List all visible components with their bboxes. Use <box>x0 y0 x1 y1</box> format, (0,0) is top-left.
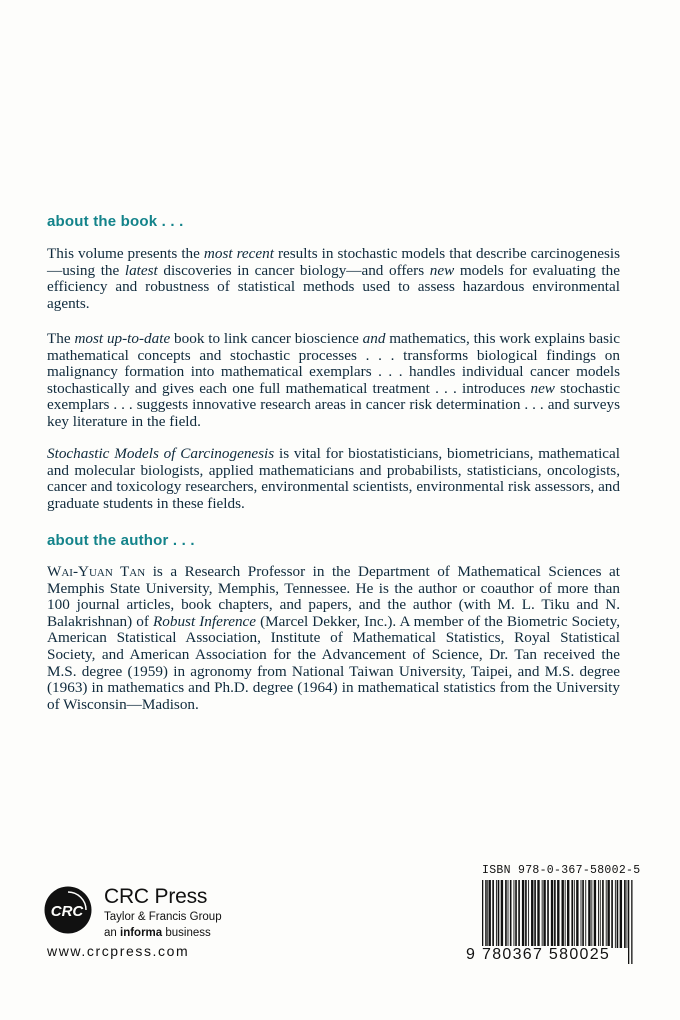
barcode-bar <box>543 880 545 948</box>
barcode-bar <box>585 880 586 948</box>
barcode-bar <box>505 880 507 948</box>
barcode-bar <box>515 880 517 948</box>
barcode-bar <box>571 880 573 948</box>
barcode-bar <box>565 880 566 948</box>
about-book-heading: about the book . . . <box>47 213 184 230</box>
barcode-bar <box>600 880 601 948</box>
barcode-bar <box>547 880 549 948</box>
barcode-bar <box>598 880 599 948</box>
barcode-lead-digit: 9 <box>466 946 475 963</box>
about-author-heading: about the author . . . <box>47 532 195 549</box>
barcode-bar <box>487 880 488 948</box>
barcode-bar <box>617 880 619 948</box>
barcode-digits: 780367 580025 <box>482 946 611 963</box>
barcode-bar <box>581 880 582 948</box>
publisher-group: Taylor & Francis Group <box>104 911 222 923</box>
barcode-bar <box>582 880 584 948</box>
book-paragraph-3: Stochastic Models of Carcinogenesis is vital for biostatisticians, biometricians, mathematical and molecular biologists, applied mathematicians and probabilists, statisticians, oncologists, cancer and toxicology researchers, environmental scientists, environmental risk assessors, and graduate students in these fields. <box>47 445 620 512</box>
barcode-bar <box>551 880 553 948</box>
barcode-bar <box>591 880 592 948</box>
crc-press-logo <box>44 886 92 934</box>
barcode-bar <box>534 880 536 948</box>
barcode-bar <box>620 880 622 948</box>
barcode-bar <box>574 880 575 948</box>
barcode-bar <box>514 880 515 948</box>
barcode-bar <box>624 880 626 948</box>
publisher-name: CRC Press <box>104 885 208 908</box>
barcode-bar <box>496 880 497 948</box>
barcode-bar <box>606 880 607 948</box>
barcode-bar <box>518 880 520 948</box>
barcode-bar <box>611 880 613 948</box>
publisher-business: an informa business <box>104 927 211 939</box>
barcode-bar <box>498 880 500 948</box>
book-paragraph-1: This volume presents the most recent results in stochastic models that describe carcinogenesis—using the latest discoveries in cancer biology—and offers new models for evaluating the efficiency and robustness of statistical methods used to assess hazardous environmental agents. <box>47 245 620 312</box>
barcode-bar <box>627 880 628 948</box>
barcode-bar <box>615 880 616 948</box>
barcode-bar <box>531 880 533 948</box>
barcode-bar <box>631 880 632 964</box>
barcode-bar <box>588 880 590 948</box>
barcode-bar <box>557 880 559 948</box>
barcode-bar <box>508 880 509 948</box>
barcode-bar <box>501 880 503 948</box>
barcode-bar <box>607 880 609 948</box>
logo-text: CRC <box>50 903 84 920</box>
barcode-bar <box>522 880 524 948</box>
barcode-bar <box>594 880 596 948</box>
isbn-label: ISBN 978-0-367-58002-5 <box>482 864 641 877</box>
barcode-bar <box>542 880 543 948</box>
book-paragraph-2: The most up-to-date book to link cancer bioscience and mathematics, this work explains basic mathematical concepts and stochastic processes . . . transforms biological findings on malignancy formation into mathematical exemplars . . . handles individual cancer models stochastically and gives each one full mathematical treatment . . . introduces new stochastic exemplars . . . suggests innovative research areas in cancer risk determination . . . and surveys key literature in the field. <box>47 330 621 430</box>
barcode-bar <box>576 880 578 948</box>
barcode-bar <box>528 880 529 948</box>
barcode-bar <box>525 880 527 948</box>
publisher-url[interactable]: www.crcpress.com <box>47 943 190 959</box>
barcode-bar <box>537 880 539 948</box>
barcode-bar <box>492 880 494 948</box>
barcode-bar <box>562 880 564 948</box>
barcode-bar <box>628 880 629 964</box>
barcode-bar <box>602 880 604 948</box>
barcode-bar <box>567 880 569 948</box>
barcode-bar <box>510 880 512 948</box>
author-paragraph: Wai-Yuan Tan is a Research Professor in the Department of Mathematical Sciences at Memphis State University, Memphis, Tennessee. He is the author or coauthor of more than 100 journal articles, book chapters, and papers, and the author (with M. L. Tiku and N. Balakrishnan) of Robust Inference (Marcel Dekker, Inc.). A member of the Biometric Society, American Statistical Association, Institute of Mathematical Statistics, Royal Statistical Society, and American Association for the Advancement of Science, Dr. Tan received the M.S. degree (1959) in agronomy from National Taiwan University, Taipei, and M.S. degree (1963) in mathematics and Ph.D. degree (1964) in mathematical statistics from the University of Wisconsin—Madison. <box>47 563 620 713</box>
barcode-bar <box>489 880 491 948</box>
barcode-bar <box>554 880 556 948</box>
